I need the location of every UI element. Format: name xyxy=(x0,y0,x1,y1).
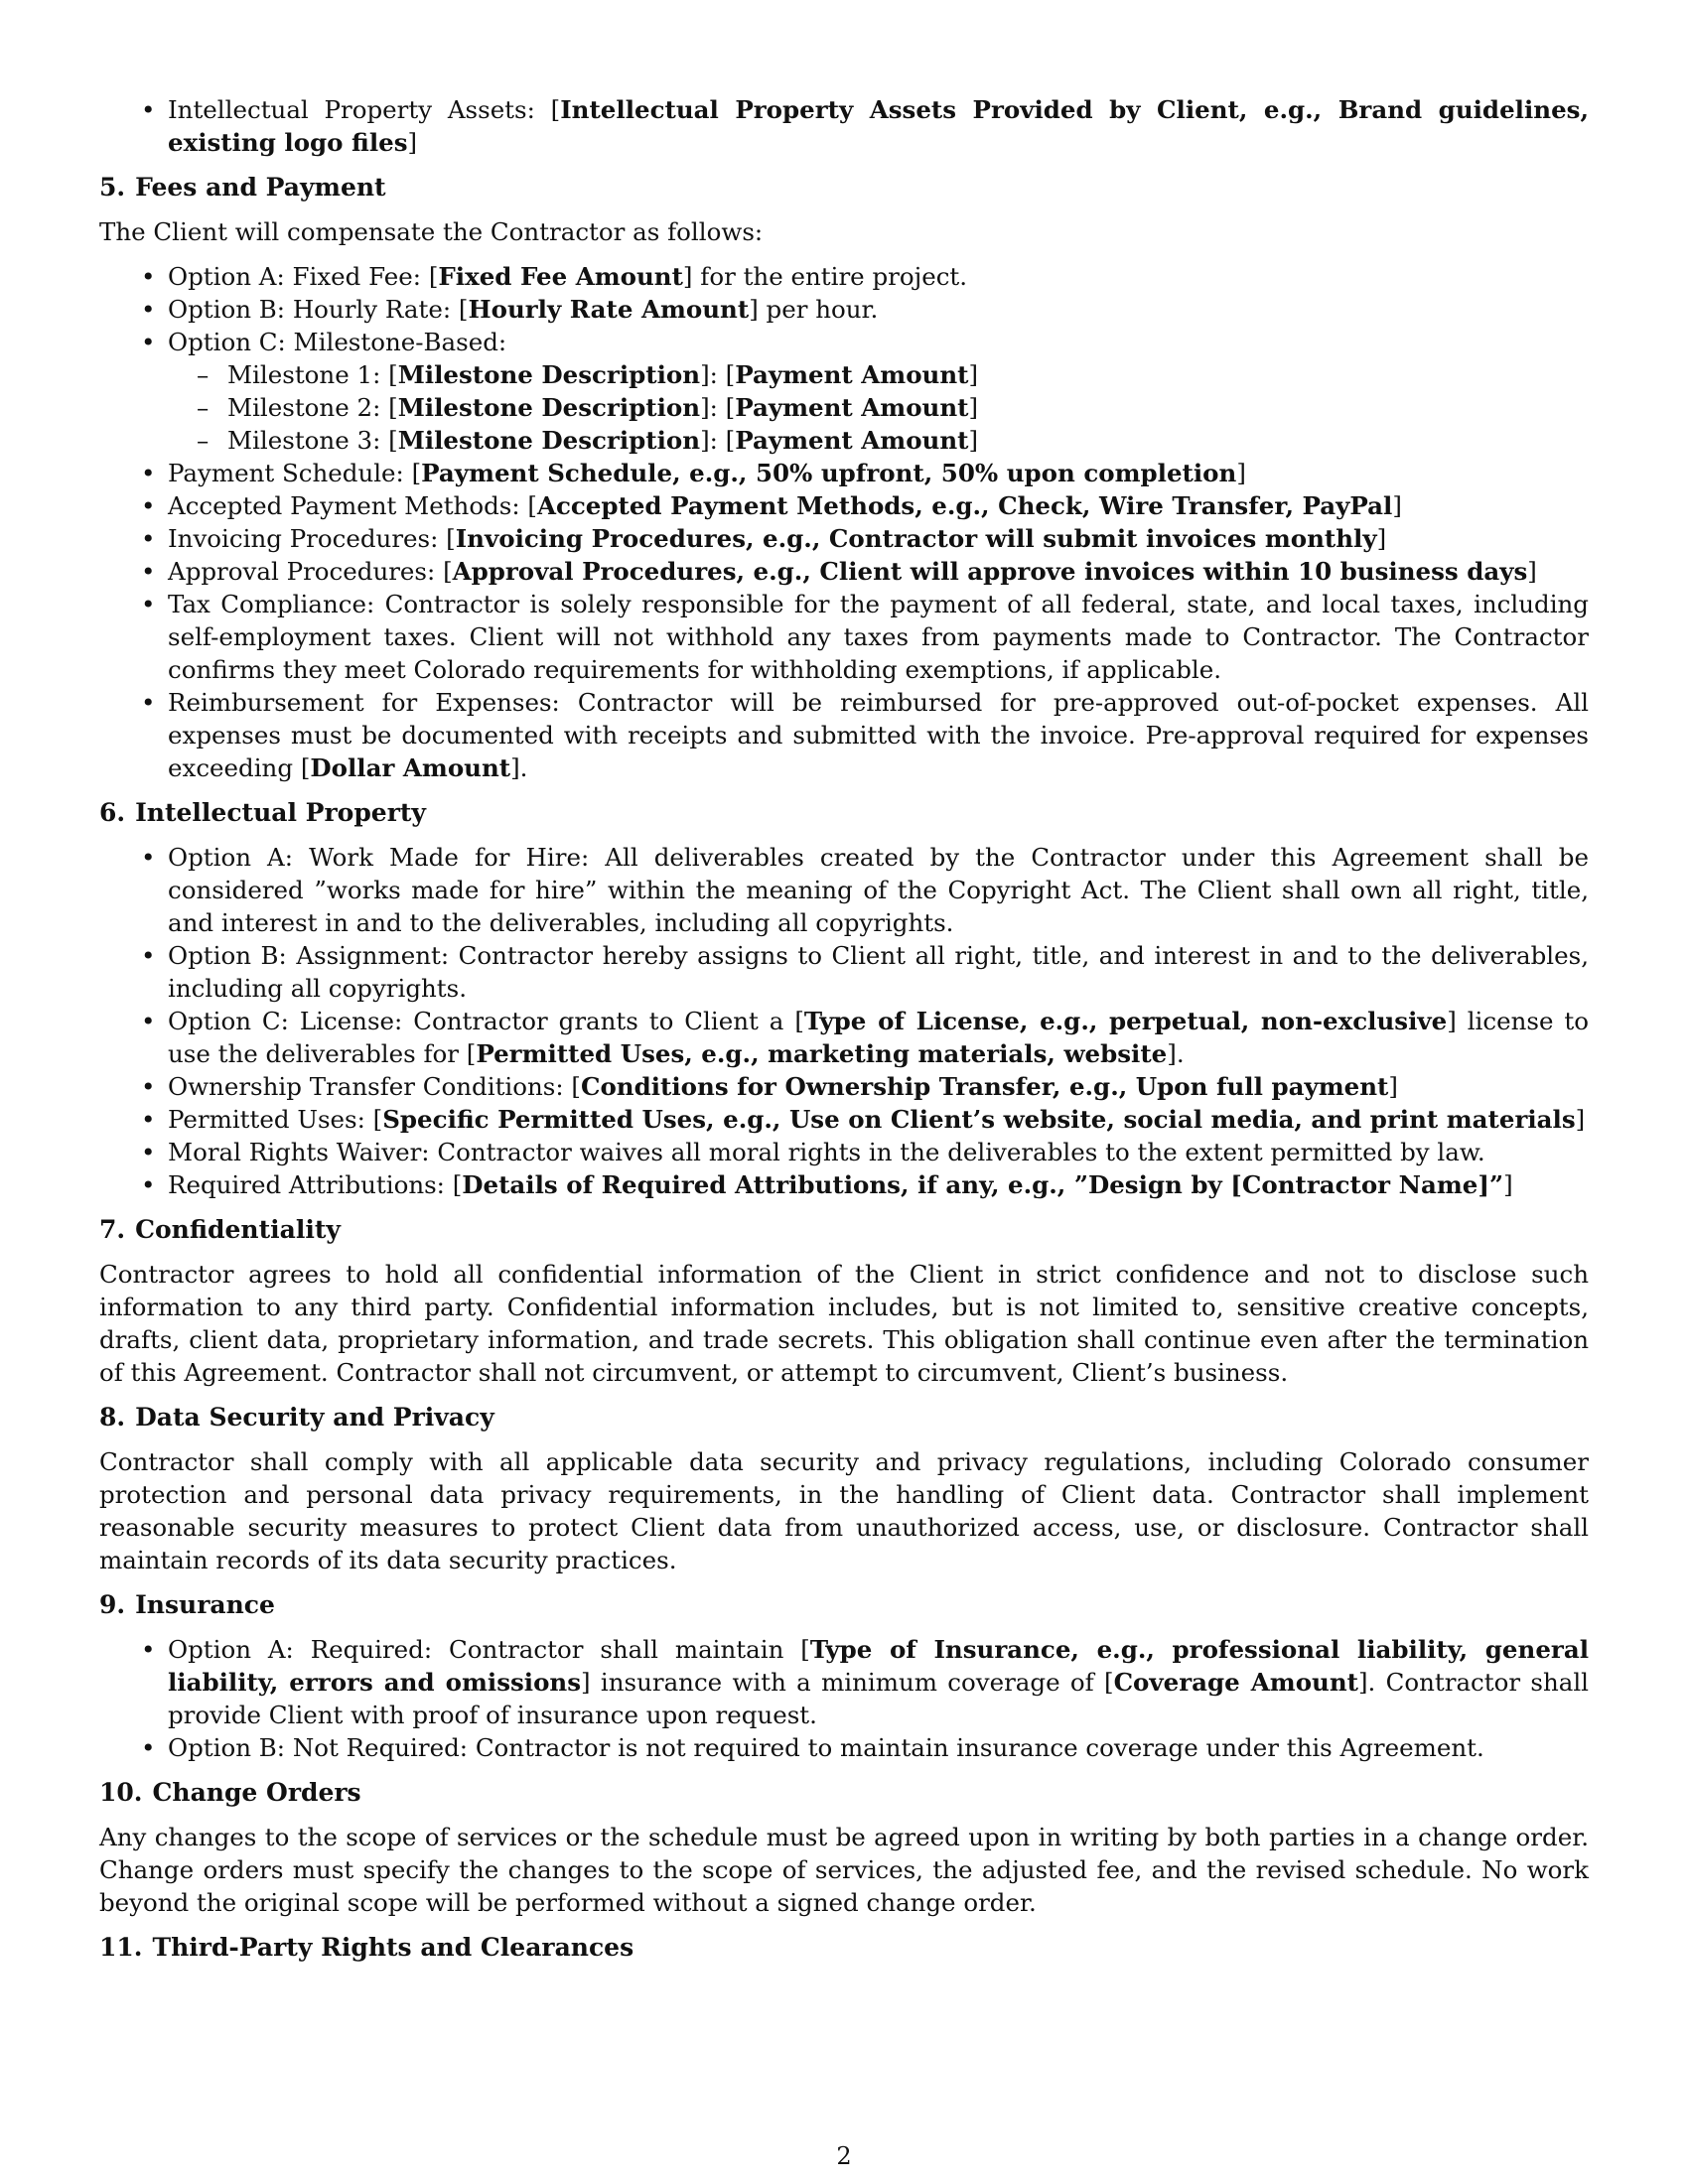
list-item-insurance-required: • Option A: Required: Contractor shall maintain [Type of Insurance, e.g., professional liability, general liability, errors and omissions] insurance with a minimum coverage of [Coverage Amount]. Contractor shall provide Client with proof of insurance upon request. xyxy=(99,1633,1589,1731)
insurance-list xyxy=(99,1633,1589,1764)
document-page xyxy=(99,93,1589,1976)
list-item-payment-schedule: • Payment Schedule: [Payment Schedule, e.g., 50% upfront, 50% upon completion] xyxy=(99,457,1589,489)
fees-list xyxy=(99,260,1589,784)
list-item-attributions: • Required Attributions: [Details of Required Attributions, if any, e.g., ”Design by [Contractor Name]”] xyxy=(99,1168,1589,1201)
section-heading-data-security: 8. Data Security and Privacy xyxy=(99,1403,494,1432)
confidentiality-body: Contractor agrees to hold all confidential information of the Client in strict confidence and not to disclose such information to any third party. Confidential information includes, but is not limited to, sensitive creative concepts, drafts, client data, proprietary information, and trade secrets. This obligation shall continue even after the termination of this Agreement. Contractor shall not circumvent, or attempt to circumvent, Client’s business. xyxy=(99,1260,1589,1387)
section-heading-insurance: 9. Insurance xyxy=(99,1590,275,1619)
list-item-insurance-not-required: • Option B: Not Required: Contractor is not required to maintain insurance coverage under this Agreement. xyxy=(99,1731,1589,1764)
list-item-milestone-based: • Option C: Milestone-Based: xyxy=(99,326,1589,358)
section-heading-third-party: 11. Third-Party Rights and Clearances xyxy=(99,1933,634,1962)
list-item-hourly-rate: • Option B: Hourly Rate: [Hourly Rate Amount] per hour. xyxy=(99,293,1589,326)
list-item-payment-methods: • Accepted Payment Methods: [Accepted Payment Methods, e.g., Check, Wire Transfer, PayPal] xyxy=(99,489,1589,522)
section-heading-ip: 6. Intellectual Property xyxy=(99,798,426,827)
list-item-license: • Option C: License: Contractor grants to Client a [Type of License, e.g., perpetual, non-exclusive] license to use the deliverables for [Permitted Uses, e.g., marketing materials, website]. xyxy=(99,1005,1589,1070)
list-item-ip-assets: • Intellectual Property Assets: [Intellectual Property Assets Provided by Client, e.g., Brand guidelines, existing logo files] xyxy=(99,93,1589,159)
ip-assets-list xyxy=(99,93,1589,159)
list-item-milestone-3: – Milestone 3: [Milestone Description]: [Payment Amount] xyxy=(99,424,1589,457)
ip-list xyxy=(99,841,1589,1201)
data-security-body: Contractor shall comply with all applicable data security and privacy regulations, including Colorado consumer protection and personal data privacy requirements, in the handling of Client data. Contractor shall implement reasonable security measures to protect Client data from unauthorized access, use, or disclosure. Contractor shall maintain records of its data security practices. xyxy=(99,1447,1589,1574)
list-item-approval: • Approval Procedures: [Approval Procedures, e.g., Client will approve invoices within 10 business days] xyxy=(99,555,1589,588)
section-heading-change-orders: 10. Change Orders xyxy=(99,1778,361,1807)
change-orders-body: Any changes to the scope of services or the schedule must be agreed upon in writing by both parties in a change order. Change orders must specify the changes to the scope of services, the adjusted fee, and the revised schedule. No work beyond the original scope will be performed without a signed change order. xyxy=(99,1823,1589,1917)
fees-intro: The Client will compensate the Contractor as follows: xyxy=(99,217,764,246)
list-item-milestone-2: – Milestone 2: [Milestone Description]: [Payment Amount] xyxy=(99,391,1589,424)
list-item-permitted-uses: • Permitted Uses: [Specific Permitted Uses, e.g., Use on Client’s website, social media, and print materials] xyxy=(99,1103,1589,1136)
page-number: 2 xyxy=(836,2142,852,2170)
list-item-assignment: • Option B: Assignment: Contractor hereby assigns to Client all right, title, and interest in and to the deliverables, including all copyrights. xyxy=(99,939,1589,1005)
placeholder-ip-assets: Intellectual Property Assets Provided by Client, e.g., Brand guidelines, existing logo files xyxy=(168,95,1589,157)
list-item-fixed-fee: • Option A: Fixed Fee: [Fixed Fee Amount] for the entire project. xyxy=(99,260,1589,293)
list-item-tax-compliance: • Tax Compliance: Contractor is solely responsible for the payment of all federal, state, and local taxes, including self-employment taxes. Client will not withhold any taxes from payments made to Contractor. The Contractor confirms they meet Colorado requirements for withholding exemptions, if applicable. xyxy=(99,588,1589,686)
list-item-work-for-hire: • Option A: Work Made for Hire: All deliverables created by the Contractor under this Agreement shall be considered ”works made for hire” within the meaning of the Copyright Act. The Client shall own all right, title, and interest in and to the deliverables, including all copyrights. xyxy=(99,841,1589,939)
list-item-milestone-1: – Milestone 1: [Milestone Description]: [Payment Amount] xyxy=(99,358,1589,391)
section-heading-confidentiality: 7. Confidentiality xyxy=(99,1215,341,1244)
list-item-reimbursement: • Reimbursement for Expenses: Contractor will be reimbursed for pre-approved out-of-pocket expenses. All expenses must be documented with receipts and submitted with the invoice. Pre-approval required for expenses exceeding [Dollar Amount]. xyxy=(99,686,1589,784)
list-item-ownership-transfer: • Ownership Transfer Conditions: [Conditions for Ownership Transfer, e.g., Upon full payment] xyxy=(99,1070,1589,1103)
list-item-invoicing: • Invoicing Procedures: [Invoicing Procedures, e.g., Contractor will submit invoices monthly] xyxy=(99,522,1589,555)
list-item-moral-rights: • Moral Rights Waiver: Contractor waives all moral rights in the deliverables to the extent permitted by law. xyxy=(99,1136,1589,1168)
section-heading-fees: 5. Fees and Payment xyxy=(99,173,386,202)
